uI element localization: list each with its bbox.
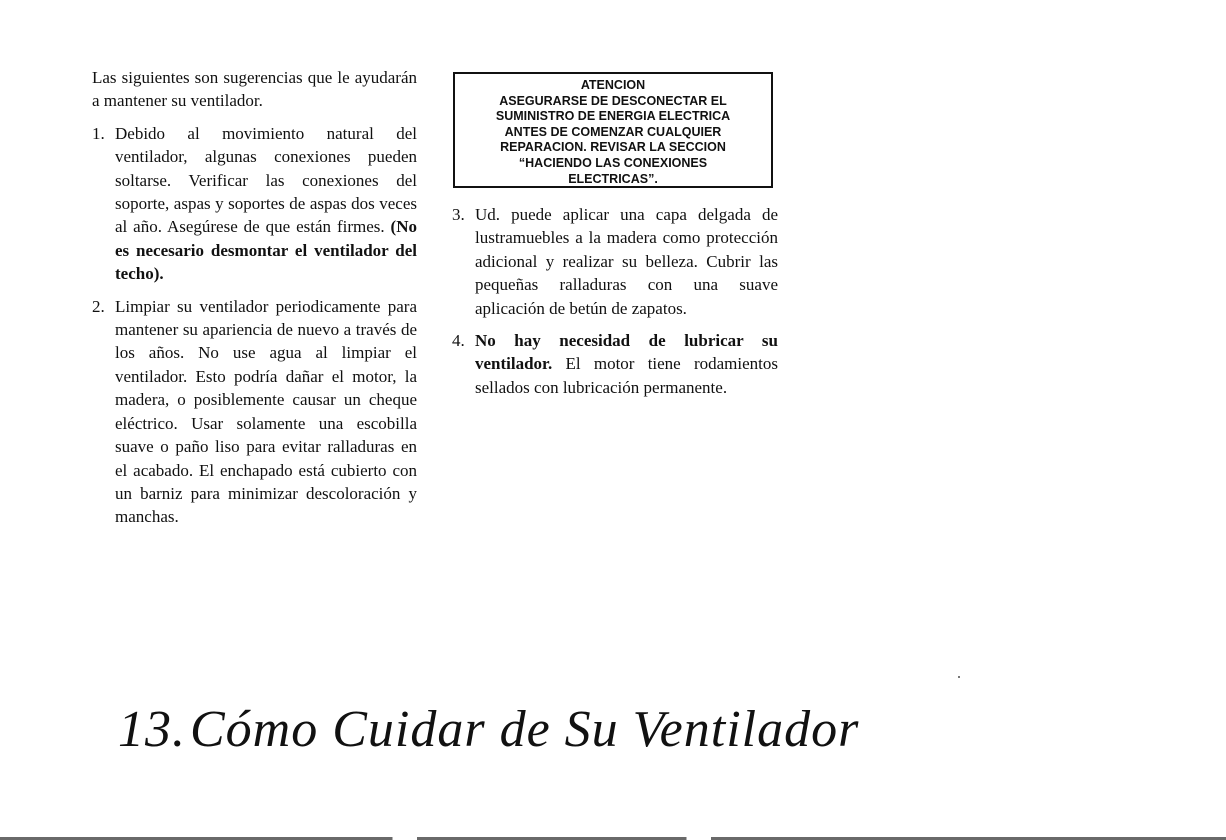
warning-title: ATENCION	[580, 78, 646, 92]
warning-line: ANTES DE COMENZAR CUALQUIER	[504, 124, 722, 139]
warning-box	[453, 72, 773, 188]
list-item-3	[452, 203, 778, 320]
section-title: Cómo Cuidar de Su Ventilador	[190, 701, 860, 758]
warning-line: ASEGURARSE DE DESCONECTAR EL	[499, 93, 727, 108]
scan-speck	[958, 676, 960, 678]
list-item-1	[92, 122, 417, 286]
item-bold-note: No hay necesidad de lubricar su ventilador.	[475, 331, 778, 374]
right-column	[452, 203, 778, 408]
item-number: 2.	[92, 296, 105, 316]
item-number: 3.	[452, 205, 465, 224]
item-number: 1.	[92, 123, 105, 143]
list-item-2	[92, 295, 417, 529]
item-text: Ud. puede aplicar una capa delgada de lustramuebles a la madera como protección adicional y realizar su belleza. Cubrir las pequeñas ralladuras con una suave aplicación de betún de zapatos.	[475, 205, 778, 318]
page-title	[118, 700, 859, 760]
warning-line: ELECTRICAS”.	[568, 171, 658, 186]
left-column	[92, 66, 417, 538]
list-item-4	[452, 329, 778, 399]
warning-line: SUMINISTRO DE ENERGIA ELECTRICA	[495, 109, 731, 124]
item-text: Limpiar su ventilador periodicamente para mantener su apariencia de nuevo a través de los años. No use agua al limpiar el ventilador. Esto podría dañar el motor, la madera, o posiblemente causar un cheque eléctrico. Usar solamente una escobilla suave o paño liso para evitar ralladuras en el acabado. El enchapado está cubierto con un barniz para minimizar descoloración y manchas.	[115, 296, 417, 527]
item-text: El motor tiene rodamientos sellados con lubricación permanente.	[475, 354, 778, 397]
item-text: Debido al movimiento natural del ventilador, algunas conexiones pueden soltarse. Verificar las conexiones del soporte, aspas y soportes de aspas dos veces al año. Asegúrese de que están firmes.	[115, 123, 417, 237]
intro-paragraph: Las siguientes son sugerencias que le ayudarán a mantener su ventilador.	[92, 68, 417, 111]
warning-line: REPARACION. REVISAR LA SECCION	[500, 140, 726, 155]
item-bold-note: (No es necesario desmontar el ventilador del techo).	[115, 217, 417, 284]
item-number: 4.	[452, 331, 465, 351]
section-number: 13.	[118, 701, 186, 758]
warning-line: “HACIENDO LAS CONEXIONES	[518, 155, 708, 170]
